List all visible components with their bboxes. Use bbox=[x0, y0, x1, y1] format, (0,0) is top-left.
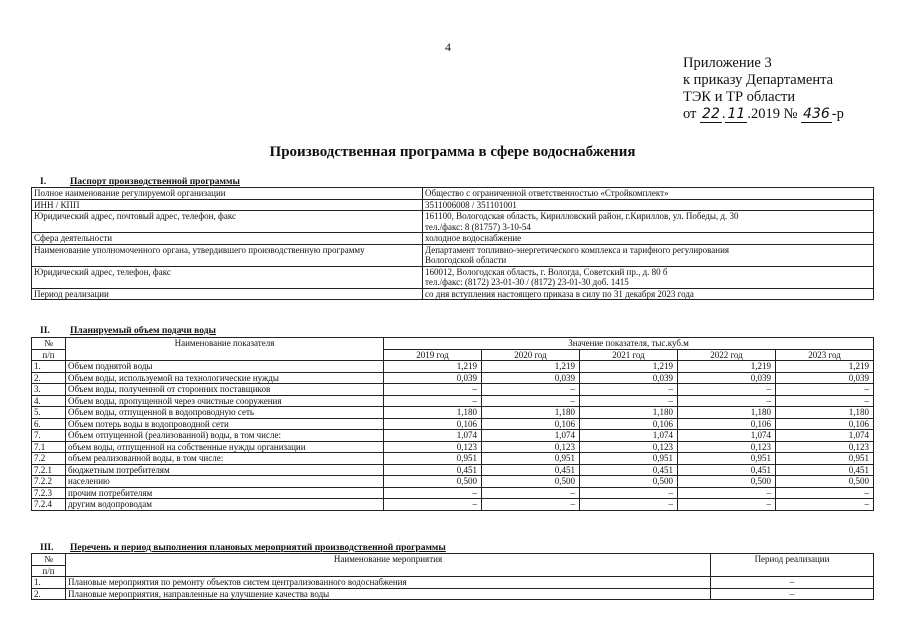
passport-label: Сфера деятельности bbox=[32, 233, 423, 245]
volume-value: 0,123 bbox=[384, 441, 482, 453]
volume-value: – bbox=[776, 487, 874, 499]
volume-value: 0,951 bbox=[482, 453, 580, 465]
passport-value: Общество с ограниченной ответственностью «Стройкомплект» bbox=[425, 188, 669, 198]
activities-header-name: Наименование мероприятия bbox=[66, 554, 711, 577]
passport-row bbox=[32, 211, 874, 233]
volume-value: – bbox=[580, 487, 678, 499]
volume-value: 1,074 bbox=[776, 430, 874, 442]
volume-row bbox=[32, 476, 874, 488]
passport-value-line-2: тел./факс: 8 (81757) 3-10-54 bbox=[425, 221, 531, 232]
passport-row bbox=[32, 188, 874, 200]
volume-header-num-2: п/п bbox=[32, 349, 66, 361]
section-2-heading bbox=[40, 326, 216, 336]
volume-row-name: прочим потребителям bbox=[66, 487, 384, 499]
volume-row-name: Объем поднятой воды bbox=[66, 361, 384, 373]
appendix-day: 22 bbox=[702, 106, 720, 122]
volume-value: – bbox=[482, 499, 580, 511]
volume-row bbox=[32, 464, 874, 476]
volume-value: 0,951 bbox=[580, 453, 678, 465]
volume-value: – bbox=[482, 395, 580, 407]
volume-row-num: 5. bbox=[32, 407, 66, 419]
volume-value: 0,123 bbox=[678, 441, 776, 453]
volume-value: 1,219 bbox=[384, 361, 482, 373]
volume-row-num: 7.2.3 bbox=[32, 487, 66, 499]
volume-value: 0,951 bbox=[678, 453, 776, 465]
volume-row-name: Объем воды, пропущенной через очистные сооружения bbox=[66, 395, 384, 407]
passport-label: Юридический адрес, телефон, факс bbox=[32, 266, 423, 288]
passport-value-cell bbox=[423, 233, 874, 245]
section-2-title: Планируемый объем подачи воды bbox=[70, 326, 216, 336]
volume-row bbox=[32, 453, 874, 465]
volume-value: – bbox=[384, 499, 482, 511]
volume-year-header: 2022 год bbox=[678, 349, 776, 361]
volume-value: 0,039 bbox=[678, 372, 776, 384]
volume-row bbox=[32, 372, 874, 384]
volume-value: 0,106 bbox=[580, 418, 678, 430]
volume-row-num: 7. bbox=[32, 430, 66, 442]
appendix-block bbox=[683, 55, 844, 123]
volume-value: 1,180 bbox=[678, 407, 776, 419]
volume-row-num: 7.2.2 bbox=[32, 476, 66, 488]
volume-row bbox=[32, 487, 874, 499]
passport-row bbox=[32, 244, 874, 266]
volume-value: 1,074 bbox=[580, 430, 678, 442]
volume-row-num: 1. bbox=[32, 361, 66, 373]
volume-row-name: Объем потерь воды в водопроводной сети bbox=[66, 418, 384, 430]
volume-row bbox=[32, 361, 874, 373]
volume-value: 0,039 bbox=[776, 372, 874, 384]
volume-value: 0,451 bbox=[384, 464, 482, 476]
volume-value: – bbox=[678, 499, 776, 511]
page-number: 4 bbox=[445, 40, 451, 54]
activity-period: – bbox=[711, 588, 874, 600]
volume-value: – bbox=[384, 487, 482, 499]
passport-row bbox=[32, 288, 874, 300]
volume-value: – bbox=[776, 395, 874, 407]
volume-value: 0,106 bbox=[482, 418, 580, 430]
appendix-suffix: -р bbox=[831, 106, 844, 122]
volume-value: 0,451 bbox=[678, 464, 776, 476]
volume-value: – bbox=[482, 384, 580, 396]
passport-value-cell bbox=[423, 288, 874, 300]
volume-row-name: Объем воды, используемой на технологические нужды bbox=[66, 372, 384, 384]
volume-value: 0,500 bbox=[580, 476, 678, 488]
volume-row-name: Объем отпущенной (реализованной) воды, в том числе: bbox=[66, 430, 384, 442]
section-1-number: I. bbox=[40, 177, 47, 187]
activity-row bbox=[32, 588, 874, 600]
passport-label: Полное наименование регулируемой организации bbox=[32, 188, 423, 200]
volume-row-num: 7.1 bbox=[32, 441, 66, 453]
volume-value: 0,951 bbox=[384, 453, 482, 465]
passport-value: со дня вступления настоящего приказа в силу по 31 декабря 2023 года bbox=[425, 288, 694, 299]
volume-row-name: бюджетным потребителям bbox=[66, 464, 384, 476]
volume-value: 1,180 bbox=[384, 407, 482, 419]
appendix-prefix: от bbox=[683, 106, 697, 122]
section-3-heading bbox=[40, 543, 446, 553]
volume-value: 0,123 bbox=[482, 441, 580, 453]
water-volume-table bbox=[31, 337, 874, 511]
appendix-year: .2019 № bbox=[747, 106, 798, 122]
volume-value: 0,451 bbox=[482, 464, 580, 476]
passport-label: Юридический адрес, почтовый адрес, телефон, факс bbox=[32, 211, 423, 233]
volume-row bbox=[32, 499, 874, 511]
passport-value-cell bbox=[423, 188, 874, 200]
activities-header-period: Период реализации bbox=[711, 554, 874, 577]
volume-value: 1,219 bbox=[482, 361, 580, 373]
volume-header-num-1: № bbox=[32, 338, 66, 350]
volume-year-header: 2020 год bbox=[482, 349, 580, 361]
appendix-number: 436 bbox=[803, 106, 830, 122]
volume-value: – bbox=[384, 395, 482, 407]
volume-row bbox=[32, 395, 874, 407]
volume-value: – bbox=[678, 487, 776, 499]
passport-value: 161100, Вологодская область, Кирилловский район, г.Кириллов, ул. Победы, д. 30 bbox=[425, 211, 739, 221]
volume-row-num: 2. bbox=[32, 372, 66, 384]
passport-value-cell bbox=[423, 199, 874, 211]
volume-value: 1,074 bbox=[678, 430, 776, 442]
passport-label: Наименование уполномоченного органа, утвердившего производственную программу bbox=[32, 244, 423, 266]
volume-value: – bbox=[580, 395, 678, 407]
section-2-number: II. bbox=[40, 326, 50, 336]
volume-row-num: 7.2 bbox=[32, 453, 66, 465]
volume-value: 0,039 bbox=[482, 372, 580, 384]
volume-value: 0,039 bbox=[580, 372, 678, 384]
appendix-date-line: от 22 . 11 .2019 № 436 -р bbox=[683, 106, 844, 122]
volume-row bbox=[32, 430, 874, 442]
volume-value: – bbox=[678, 384, 776, 396]
section-3-number: III. bbox=[40, 543, 54, 553]
volume-value: 1,074 bbox=[482, 430, 580, 442]
volume-row-num: 6. bbox=[32, 418, 66, 430]
volume-row-name: другим водопроводам bbox=[66, 499, 384, 511]
volume-value: – bbox=[580, 384, 678, 396]
volume-row-name: объем реализованной воды, в том числе: bbox=[66, 453, 384, 465]
passport-value-cell bbox=[423, 211, 874, 233]
activity-num: 1. bbox=[32, 577, 66, 589]
activity-row bbox=[32, 577, 874, 589]
volume-row-name: населению bbox=[66, 476, 384, 488]
volume-value: 0,123 bbox=[580, 441, 678, 453]
appendix-line-3: ТЭК и ТР области bbox=[683, 89, 796, 105]
volume-value: 0,500 bbox=[482, 476, 580, 488]
section-1-title: Паспорт производственной программы bbox=[70, 177, 240, 187]
passport-table bbox=[31, 187, 874, 300]
volume-value: 0,500 bbox=[776, 476, 874, 488]
passport-row bbox=[32, 266, 874, 288]
passport-row bbox=[32, 199, 874, 211]
volume-year-header: 2021 год bbox=[580, 349, 678, 361]
passport-value: холодное водоснабжение bbox=[425, 233, 522, 243]
volume-value: 0,500 bbox=[678, 476, 776, 488]
volume-header-row-1 bbox=[32, 338, 874, 350]
volume-row-num: 3. bbox=[32, 384, 66, 396]
passport-value-line-2: тел./факс: (8172) 23-01-30 / (8172) 23-01-30 доб. 1415 bbox=[425, 277, 629, 287]
volume-value: 0,123 bbox=[776, 441, 874, 453]
activity-num: 2. bbox=[32, 588, 66, 600]
activity-name: Плановые мероприятия, направленные на улучшение качества воды bbox=[66, 588, 711, 600]
section-3-title: Перечень и период выполнения плановых мероприятий производственной программы bbox=[70, 543, 446, 553]
volume-header-group: Значение показателя, тыс.куб.м bbox=[384, 338, 874, 350]
volume-value: 0,451 bbox=[580, 464, 678, 476]
appendix-month: 11 bbox=[727, 106, 746, 122]
passport-value-line-2: Вологодской области bbox=[425, 255, 507, 265]
volume-row-name: объем воды, отпущенной на собственные нужды организации bbox=[66, 441, 384, 453]
volume-value: 0,106 bbox=[776, 418, 874, 430]
volume-row bbox=[32, 407, 874, 419]
volume-value: – bbox=[776, 384, 874, 396]
activities-header-row-1 bbox=[32, 554, 874, 566]
volume-row bbox=[32, 441, 874, 453]
volume-value: 1,180 bbox=[776, 407, 874, 419]
passport-value-cell bbox=[423, 244, 874, 266]
volume-value: 0,500 bbox=[384, 476, 482, 488]
passport-label: ИНН / КПП bbox=[32, 199, 423, 211]
volume-value: – bbox=[580, 499, 678, 511]
volume-year-header: 2019 год bbox=[384, 349, 482, 361]
passport-value: 160012, Вологодская область, г. Вологда, Советский пр., д. 80 б bbox=[425, 266, 668, 277]
volume-value: 1,180 bbox=[482, 407, 580, 419]
volume-row-num: 4. bbox=[32, 395, 66, 407]
appendix-line-1: Приложение 3 bbox=[683, 55, 772, 71]
volume-value: 1,180 bbox=[580, 407, 678, 419]
activity-period: – bbox=[711, 577, 874, 589]
volume-row-name: Объем воды, отпущенной в водопроводную сеть bbox=[66, 407, 384, 419]
volume-row-num: 7.2.4 bbox=[32, 499, 66, 511]
passport-row bbox=[32, 233, 874, 245]
activity-name: Плановые мероприятия по ремонту объектов систем централизованного водоснабжения bbox=[66, 577, 711, 589]
volume-value: – bbox=[482, 487, 580, 499]
volume-value: 1,219 bbox=[580, 361, 678, 373]
passport-label: Период реализации bbox=[32, 288, 423, 300]
volume-value: – bbox=[678, 395, 776, 407]
passport-value: 3511006008 / 351101001 bbox=[425, 199, 517, 210]
passport-value: Департамент топливно-энергетического комплекса и тарифного регулирования bbox=[425, 244, 730, 255]
volume-value: 0,039 bbox=[384, 372, 482, 384]
activities-header-num-1: № bbox=[32, 554, 66, 566]
volume-value: 0,106 bbox=[384, 418, 482, 430]
volume-value: 1,219 bbox=[678, 361, 776, 373]
volume-row bbox=[32, 384, 874, 396]
activities-table bbox=[31, 553, 874, 600]
volume-row-name: Объем воды, полученной от сторонних поставщиков bbox=[66, 384, 384, 396]
volume-header-name: Наименование показателя bbox=[66, 338, 384, 361]
passport-value-cell bbox=[423, 266, 874, 288]
activities-header-num-2: п/п bbox=[32, 565, 66, 577]
volume-year-header: 2023 год bbox=[776, 349, 874, 361]
volume-value: – bbox=[384, 384, 482, 396]
volume-value: 1,219 bbox=[776, 361, 874, 373]
volume-value: 0,951 bbox=[776, 453, 874, 465]
volume-row-num: 7.2.1 bbox=[32, 464, 66, 476]
volume-value: 0,106 bbox=[678, 418, 776, 430]
appendix-line-2: к приказу Департамента bbox=[683, 72, 834, 88]
section-1-heading bbox=[40, 177, 240, 187]
volume-value: 0,451 bbox=[776, 464, 874, 476]
volume-value: 1,074 bbox=[384, 430, 482, 442]
document-title: Производственная программа в сфере водоснабжения bbox=[269, 144, 636, 160]
volume-row bbox=[32, 418, 874, 430]
volume-value: – bbox=[776, 499, 874, 511]
